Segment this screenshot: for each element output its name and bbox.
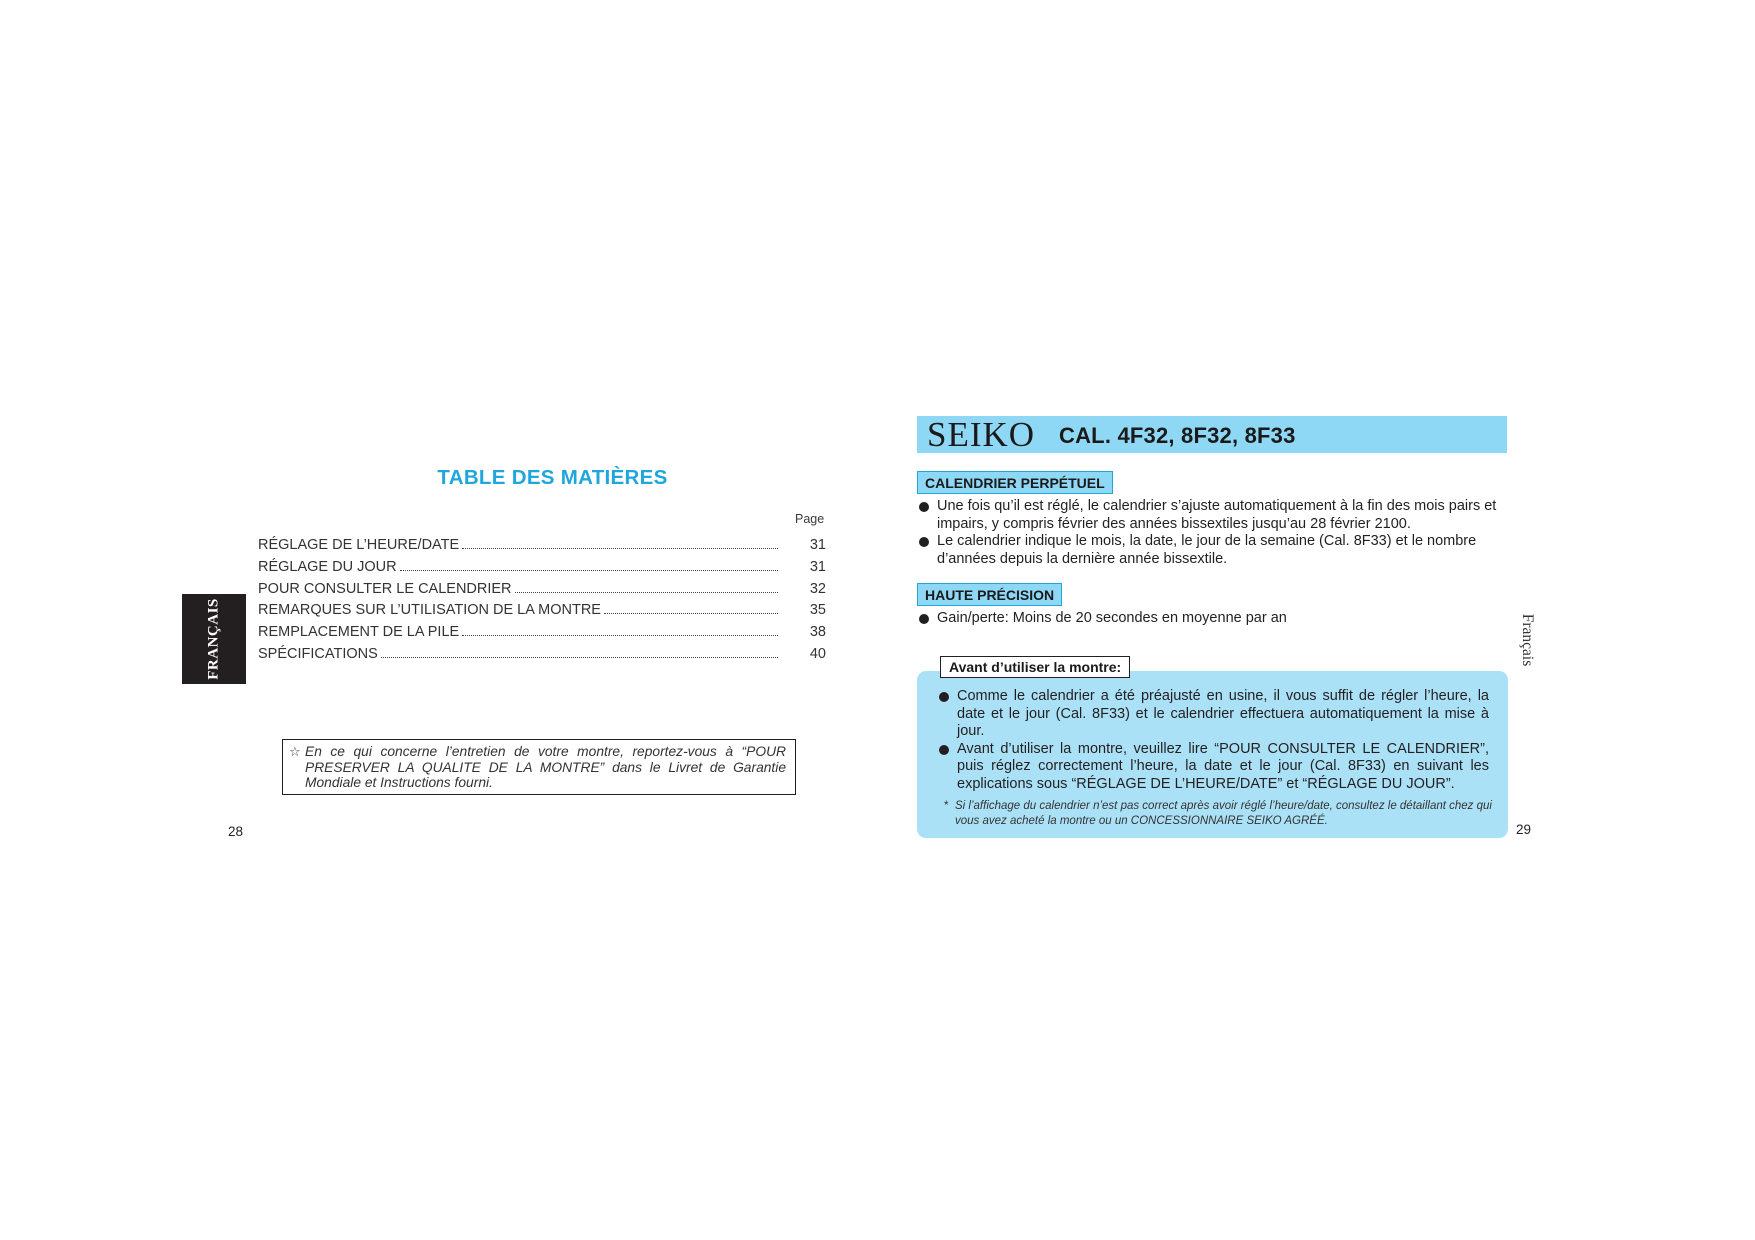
toc-leader-dots xyxy=(515,580,778,593)
page-column-label: Page xyxy=(795,512,825,526)
toc-item-page: 38 xyxy=(809,624,826,641)
title-band xyxy=(917,416,1507,453)
list-item: Une fois qu’il est réglé, le calendrier s’ajuste automatiquement à la fin des mois pairs et impairs, y compris février des années bissextiles jusqu’au 28 février 2100. xyxy=(918,498,1508,533)
toc-item-page: 35 xyxy=(809,602,826,619)
brand-logo: SEIKO xyxy=(927,415,1036,454)
toc-leader-dots xyxy=(462,536,778,549)
toc-item-label: REMPLACEMENT DE LA PILE xyxy=(258,624,462,640)
toc-item[interactable] xyxy=(258,645,826,667)
toc-leader-dots xyxy=(381,645,778,658)
before-use-label: Avant d’utiliser la montre: xyxy=(940,656,1130,678)
list-item: Avant d’utiliser la montre, veuillez lire “POUR CONSULTER LE CALENDRIER”, puis réglez correctement l’heure, la date et le jour (Cal. 8F33) en suivant les explications sous “RÉGLAGE DE L’HEURE/DATE” et “RÉGLAGE DU JOUR”. xyxy=(938,741,1489,794)
calendar-bullet-list xyxy=(918,498,1508,568)
page-number-right: 29 xyxy=(1516,822,1532,837)
caliber-title: CAL. 4F32, 8F32, 8F33 xyxy=(1059,423,1296,448)
toc-item-page: 31 xyxy=(809,537,826,553)
toc-item-label: POUR CONSULTER LE CALENDRIER xyxy=(258,581,515,597)
precision-bullet-list xyxy=(918,610,1508,628)
toc-title: TABLE DES MATIÈRES xyxy=(437,466,668,489)
section-label-calendar: CALENDRIER PERPÉTUEL xyxy=(917,471,1113,494)
section-label-precision: HAUTE PRÉCISION xyxy=(917,583,1062,606)
care-note-text: En ce qui concerne l’entretien de votre montre, reportez-vous à “POUR PRESERVER LA QUALITE DE LA MONTRE” dans le Livret de Garantie Mondiale et Instructions fourni. xyxy=(305,744,786,790)
toc-leader-dots xyxy=(400,558,778,571)
language-tab xyxy=(182,594,246,684)
list-item: Le calendrier indique le mois, la date, le jour de la semaine (Cal. 8F33) et le nombre d’années depuis la dernière année bissextile. xyxy=(918,533,1508,568)
toc-item-page: 31 xyxy=(809,558,826,575)
toc-item[interactable] xyxy=(258,536,826,558)
footnote xyxy=(944,799,1493,828)
page-number-left: 28 xyxy=(228,824,244,839)
list-item: Comme le calendrier a été préajusté en usine, il vous suffit de régler l’heure, la date et le jour (Cal. 8F33) et le calendrier effectuera automatiquement la mise à jour. xyxy=(938,688,1489,741)
footnote-text: Si l’affichage du calendrier n’est pas correct après avoir réglé l’heure/date, consultez le détaillant chez qui vous avez acheté la montre ou un CONCESSIONNAIRE SEIKO AGRÉÉ. xyxy=(955,800,1492,827)
toc-item-label: SPÉCIFICATIONS xyxy=(258,646,381,662)
toc-item-page: 40 xyxy=(809,645,826,662)
language-tab-label: FRANÇAIS xyxy=(205,598,222,680)
asterisk-icon: * xyxy=(944,800,949,812)
toc-item[interactable] xyxy=(258,623,826,645)
toc-item[interactable] xyxy=(258,580,826,602)
star-icon: ☆ xyxy=(289,744,301,759)
toc-item-label: RÉGLAGE DU JOUR xyxy=(258,559,400,575)
toc-item-label: RÉGLAGE DE L’HEURE/DATE xyxy=(258,537,462,553)
toc-item[interactable] xyxy=(258,558,826,580)
toc-list xyxy=(258,536,826,667)
toc-leader-dots xyxy=(604,601,778,614)
side-language-label: Français xyxy=(1519,613,1536,667)
before-use-bullet-list xyxy=(938,688,1489,793)
care-note-box xyxy=(282,739,796,795)
toc-item[interactable] xyxy=(258,601,826,623)
toc-leader-dots xyxy=(462,623,778,636)
list-item: Gain/perte: Moins de 20 secondes en moyenne par an xyxy=(918,610,1508,628)
toc-item-label: REMARQUES SUR L’UTILISATION DE LA MONTRE xyxy=(258,602,604,618)
toc-item-page: 32 xyxy=(809,580,826,597)
